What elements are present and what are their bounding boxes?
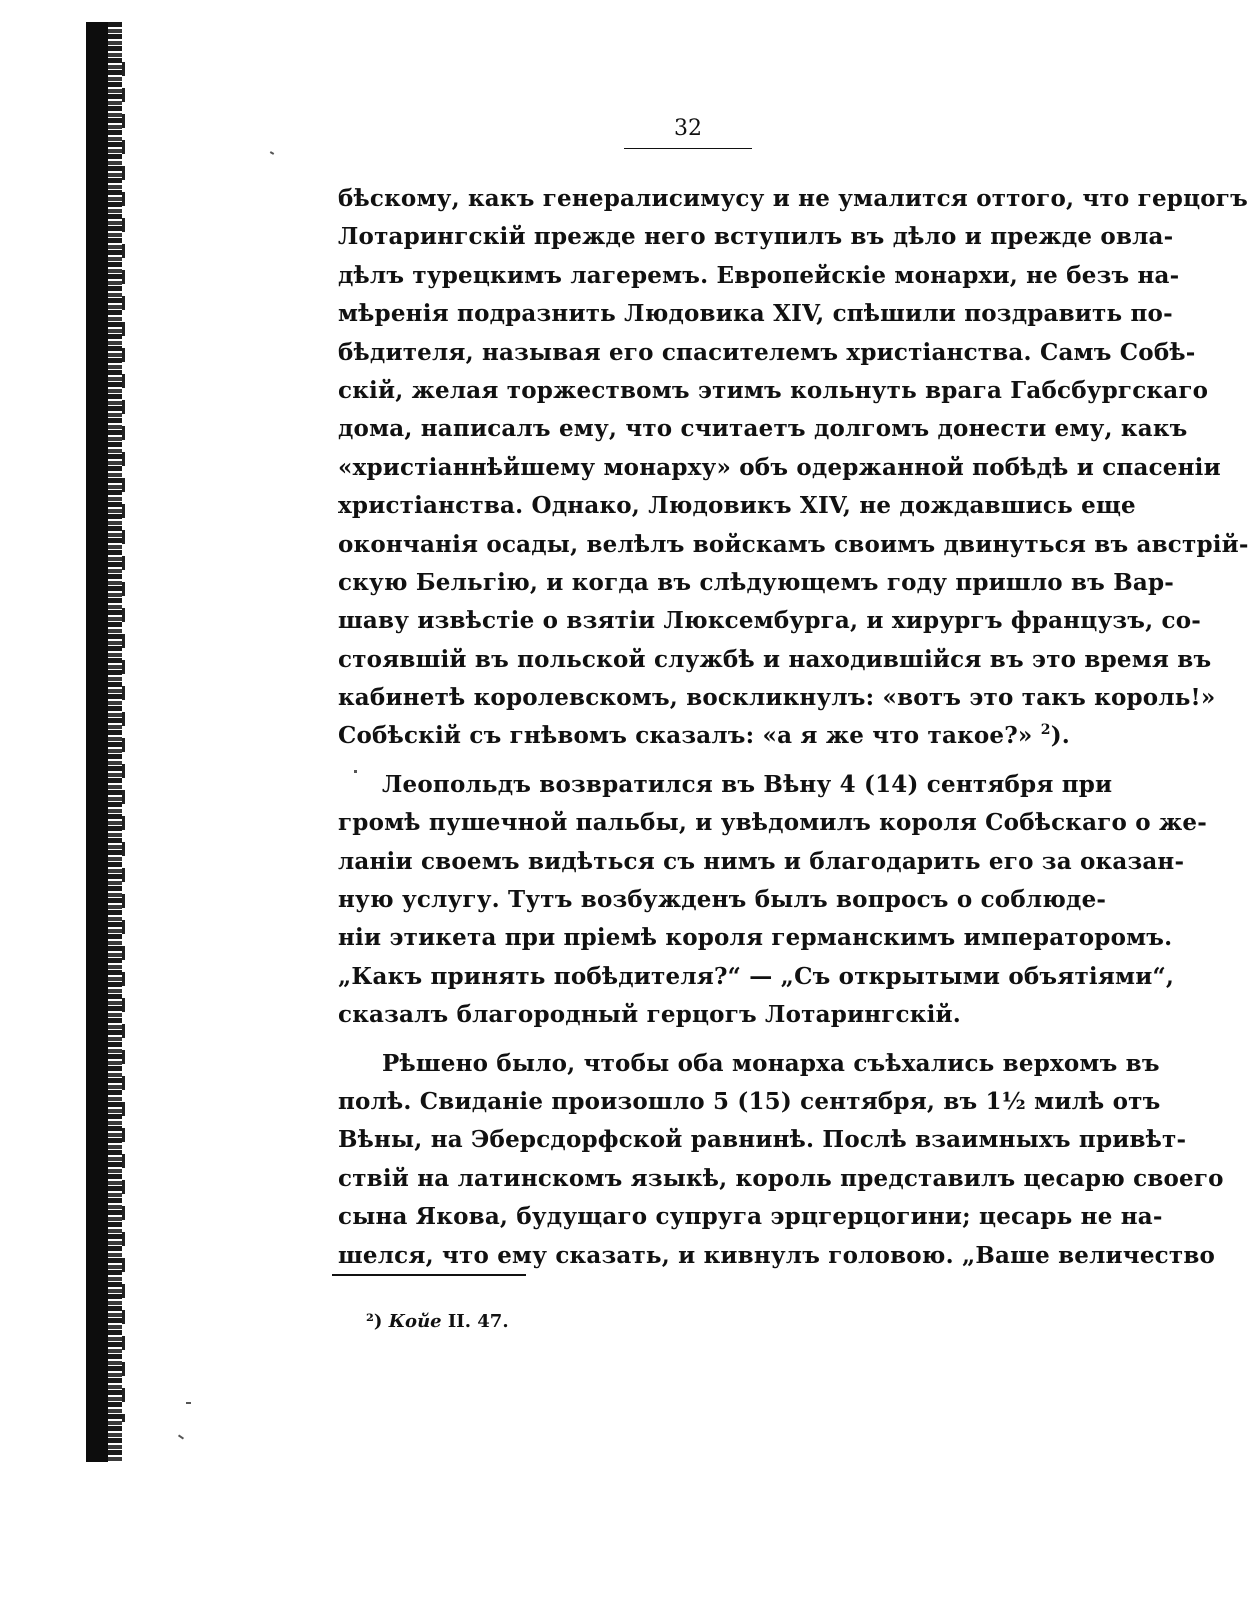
- text-line: шаву извѣстіе о взятіи Люксембурга, и хирургъ французъ, со-: [338, 607, 1201, 635]
- scan-binding-edge: [86, 22, 108, 1462]
- text-line: сказалъ благородный герцогъ Лотарингскій.: [338, 1001, 961, 1029]
- text-line: полѣ. Свиданіе произошло 5 (15) сентября, въ 1½ милѣ отъ: [338, 1087, 1161, 1115]
- text-line: сына Якова, будущаго супруга эрцгерцогини; цесарь не на-: [338, 1203, 1163, 1231]
- paragraph: [338, 1045, 1224, 1275]
- text-line: [338, 717, 1070, 755]
- paragraph: [338, 180, 1249, 756]
- text-line: Леопольдъ возвратился въ Вѣну 4 (14) сентября при: [382, 770, 1113, 798]
- paragraph: [338, 766, 1208, 1035]
- text-line: мѣренія подразнить Людовика XIV, спѣшили поздравить по-: [338, 300, 1173, 328]
- header-rule: [624, 148, 752, 149]
- scan-speck: [186, 1402, 191, 1404]
- text-line: бѣдителя, называя его спасителемъ христіанства. Самъ Собѣ-: [338, 338, 1196, 366]
- page-header: [624, 116, 752, 149]
- text-line: ланіи своемъ видѣться съ нимъ и благодарить его за оказан-: [338, 847, 1185, 875]
- text-line: дома, написалъ ему, что считаетъ долгомъ донести ему, какъ: [338, 415, 1188, 443]
- footnote-rule: [332, 1274, 526, 1276]
- text-line: окончанія осады, велѣлъ войскамъ своимъ двинуться въ австрій-: [338, 530, 1249, 558]
- text-line: скій, желая торжествомъ этимъ кольнуть врага Габсбургскаго: [338, 376, 1209, 404]
- text-line-tail: ).: [1050, 722, 1070, 750]
- text-line: ствій на латинскомъ языкѣ, король представилъ цесарю своего: [338, 1164, 1224, 1192]
- text-line: шелся, что ему сказать, и кивнулъ головою. „Ваше величество: [338, 1241, 1216, 1269]
- text-line: громѣ пушечной пальбы, и увѣдомилъ короля Собѣскаго о же-: [338, 809, 1208, 837]
- text-line: скую Бельгію, и когда въ слѣдующемъ году пришло въ Вар-: [338, 568, 1174, 596]
- text-line: Рѣшено было, чтобы оба монарха съѣхались верхомъ въ: [382, 1049, 1160, 1077]
- body-text: [338, 180, 1249, 1275]
- footnote-ref: II. 47.: [447, 1311, 509, 1332]
- page-number: 32: [674, 116, 702, 141]
- text-line: ную услугу. Тутъ возбужденъ былъ вопросъ о соблюде-: [338, 886, 1107, 914]
- text-line-body: Собѣскій съ гнѣвомъ сказалъ: «а я же что такое?»: [338, 722, 1033, 750]
- footnote: [366, 1310, 509, 1334]
- text-line: дѣлъ турецкимъ лагеремъ. Европейскіе монархи, не безъ на-: [338, 261, 1180, 289]
- paragraph-gap: [338, 756, 1046, 766]
- text-line: „Какъ принять побѣдителя?“ — „Съ открытыми объятіями“,: [338, 962, 1175, 990]
- text-line: Вѣны, на Эберсдорфской равнинѣ. Послѣ взаимныхъ привѣт-: [338, 1126, 1187, 1154]
- footnote-source: Койе: [388, 1311, 442, 1332]
- text-line: «христіаннѣйшему монарху» объ одержанной побѣдѣ и спасеніи: [338, 453, 1221, 481]
- text-line: кабинетѣ королевскомъ, воскликнулъ: «вотъ это такъ король!»: [338, 684, 1216, 712]
- scan-speck: [270, 151, 274, 155]
- paragraph-gap: [338, 1035, 1046, 1045]
- footnote-reference: 2: [1040, 722, 1051, 739]
- text-line: христіанства. Однако, Людовикъ XIV, не дождавшись еще: [338, 492, 1136, 520]
- text-line: Лотарингскій прежде него вступилъ въ дѣло и прежде овла-: [338, 223, 1174, 251]
- text-line: стоявшій въ польской службѣ и находившійся въ это время въ: [338, 645, 1212, 673]
- footnote-marker: ²): [366, 1311, 383, 1332]
- text-line: ніи этикета при пріемѣ короля германскимъ императоромъ.: [338, 924, 1173, 952]
- scan-speck: [178, 1434, 184, 1439]
- text-line: бѣскому, какъ генералисимусу и не умалится оттого, что герцогъ: [338, 185, 1248, 212]
